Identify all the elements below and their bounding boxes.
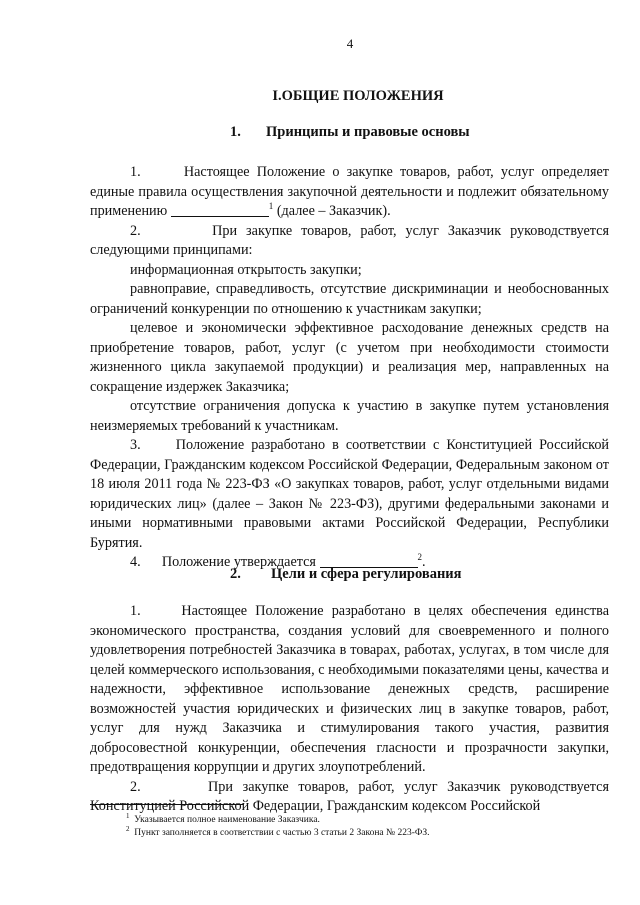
footnote-separator <box>90 804 244 805</box>
principle-item: целевое и экономически эффективное расходование денежных средств на приобретение товаров, работ, услуг (с учетом при необходимости стоимости жизненного цикла закупаемой продукции) и реализация мер, направленных на сокращение издержек Заказчика; <box>90 320 609 395</box>
clause-number: 3. <box>130 437 141 453</box>
customer-name-blank <box>171 203 269 217</box>
footnote-number: 2 <box>126 825 130 833</box>
clause-number: 1. <box>130 164 141 180</box>
clause-text: Настоящее Положение разработано в целях обеспечения единства экономического пространства, создания условий для своевременного и полного удовлетворения потребностей Заказчика в товарах, работах, услугах, в том числе для целей коммерческого использования, с необходимыми показателями цены, качества и надежности, эффективное использование денежных средств, расширение возможностей участия юридических и физических лиц в закупке товаров, работ, услуг для нужд Заказчика и стимулирования такого участия, развития добросовестной конкуренции, обеспечения гласности и прозрачности закупки, предотвращения коррупции и других злоупотреблений. <box>90 603 609 775</box>
footnote-ref: 2 <box>417 552 422 562</box>
footnotes <box>126 814 430 840</box>
section-2-body <box>90 602 609 817</box>
clause-text: Настоящее Положение о закупке товаров, работ, услуг определяет единые правила осуществления закупочной деятельности и подлежит обязательному применению <box>90 164 610 219</box>
section-number: 2. <box>230 566 241 582</box>
section-title: Цели и сфера регулирования <box>271 566 462 582</box>
footnote-text: Указывается полное наименование Заказчика. <box>134 815 320 825</box>
clause-1-1 <box>90 163 609 222</box>
clause-1-2 <box>90 222 609 261</box>
clause-number: 2. <box>130 222 141 239</box>
clause-text: При закупке товаров, работ, услуг Заказчик руководствуется следующими принципами: <box>90 222 609 258</box>
page-number: 4 <box>346 36 354 51</box>
footnote-ref: 1 <box>268 201 274 211</box>
clause-text: Положение утверждается <box>161 554 316 570</box>
section-1-body <box>90 163 609 573</box>
clause-text-end: (далее – Заказчик). <box>276 203 391 219</box>
principle-item: информационная открытость закупки; <box>130 261 362 278</box>
principle-item: отсутствие ограничения допуска к участию в закупке путем установления неизмеряемых требований к участникам. <box>90 398 609 434</box>
chapter-title: I.ОБЩИЕ ПОЛОЖЕНИЯ <box>272 88 444 104</box>
footnote-number: 1 <box>126 812 130 820</box>
clause-number: 4. <box>130 554 141 570</box>
clause-number: 1. <box>130 603 141 619</box>
footnote-text: Пункт заполняется в соответствии с частью 3 статьи 2 Закона № 223-ФЗ. <box>134 828 430 838</box>
clause-2-2 <box>90 778 609 817</box>
clause-end: . <box>422 554 426 570</box>
section-number: 1. <box>230 124 241 140</box>
principle-item: равноправие, справедливость, отсутствие дискриминации и необоснованных ограничений конкуренции по отношению к участникам закупки; <box>90 281 609 317</box>
clause-text: Положение разработано в соответствии с Конституцией Российской Федерации, Гражданским кодексом Российской Федерации, Федеральным законом от 18 июля 2011 года № 223-ФЗ «О закупках товаров, работ, услуг отдельными видами юридических лиц» (далее – Закон № 223-ФЗ), другими федеральными законами и иными нормативными правовыми актами Российской Федерации, Республики Бурятия. <box>90 437 610 551</box>
section-title: Принципы и правовые основы <box>266 124 470 140</box>
clause-2-1 <box>90 602 609 778</box>
footnote-1 <box>126 814 430 827</box>
footnote-2 <box>126 827 430 840</box>
clause-text: При закупке товаров, работ, услуг Заказчик руководствуется Конституцией Российской Федерации, Гражданским кодексом Российской <box>90 778 609 814</box>
clause-1-3 <box>90 436 609 553</box>
clause-number: 2. <box>130 778 141 795</box>
